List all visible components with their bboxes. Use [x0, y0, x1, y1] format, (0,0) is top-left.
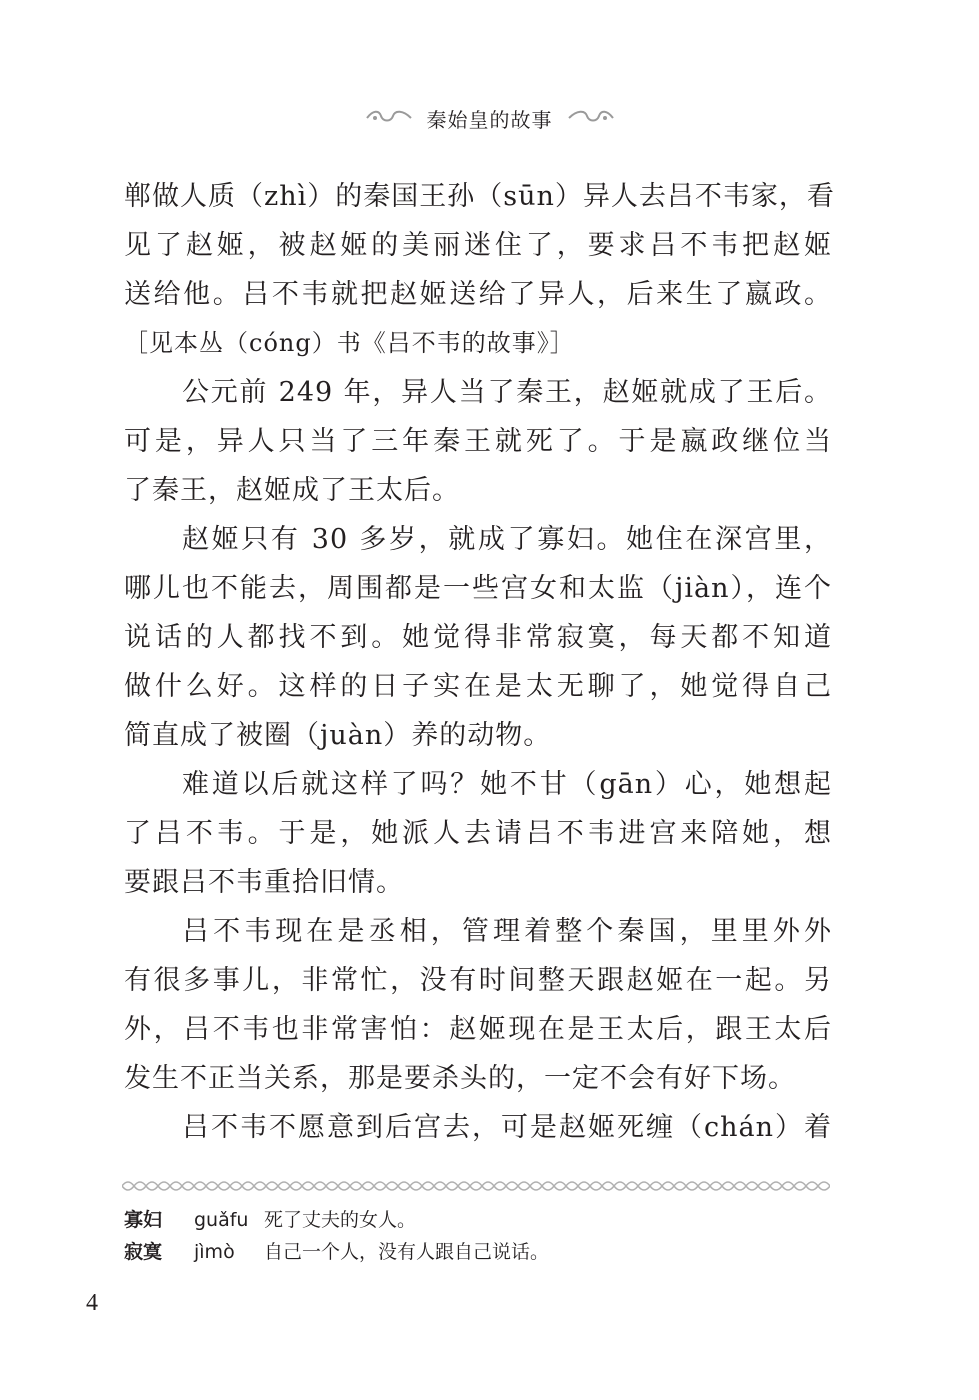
text-line: 郸做人质（zhì）的秦国王孙（sūn）异人去吕不韦家，看 [124, 181, 835, 212]
text-line: 送给他。吕不韦就把赵姬送给了异人，后来生了嬴政。 [124, 279, 832, 310]
text-line: 做什么好。这样的日子实在是太无聊了，她觉得自己 [124, 671, 832, 702]
text-line: 说话的人都找不到。她觉得非常寂寞，每天都不知道 [124, 622, 832, 653]
header-title: 秦始皇的故事 [426, 107, 553, 132]
right-swirl-ornament [567, 108, 615, 128]
text-line: 见了赵姬，被赵姬的美丽迷住了，要求吕不韦把赵姬 [124, 230, 832, 261]
text-line: 外，吕不韦也非常害怕：赵姬现在是王太后，跟王太后 [124, 1014, 832, 1045]
text-line: 哪儿也不能去，周围都是一些宫女和太监（jiàn），连个 [124, 573, 832, 604]
page-number: 4 [86, 1290, 98, 1316]
footnote-term: 寂寞 [124, 1241, 163, 1263]
paragraph-start: 吕不韦现在是丞相，管理着整个秦国，里里外外 [182, 916, 832, 947]
left-swirl-ornament [365, 108, 413, 128]
text-line: 可是，异人只当了三年秦王就死了。于是嬴政继位当 [124, 426, 832, 457]
footnote [124, 1204, 832, 1236]
text-line: ［见本丛（cóng）书《吕不韦的故事》］ [124, 329, 575, 357]
footnote-term: 寡妇 [124, 1209, 163, 1231]
footnote-definition: 死了丈夫的女人。 [264, 1209, 417, 1231]
running-header [0, 100, 979, 136]
footnote [124, 1236, 832, 1268]
paragraph-start: 公元前 249 年，异人当了秦王，赵姬就成了王后。 [182, 377, 832, 408]
footnote-pinyin: guǎfu [194, 1209, 249, 1231]
text-line: 发生不正当关系，那是要杀头的，一定不会有好下场。 [124, 1063, 796, 1094]
text-line: 有很多事儿，非常忙，没有时间整天跟赵姬在一起。另 [124, 965, 832, 996]
text-line: 简直成了被圈（juàn）养的动物。 [124, 720, 552, 751]
text-line: 要跟吕不韦重拾旧情。 [124, 867, 404, 898]
paragraph-start: 赵姬只有 30 多岁，就成了寡妇。她住在深宫里， [182, 524, 832, 555]
footnote-divider-ornament [122, 1178, 830, 1194]
paragraph-start: 吕不韦不愿意到后宫去，可是赵姬死缠（chán）着 [182, 1112, 832, 1143]
story-text [124, 172, 835, 1152]
footnote-definition: 自己一个人，没有人跟自己说话。 [264, 1241, 550, 1263]
text-line: 了秦王，赵姬成了王太后。 [124, 475, 460, 506]
text-line: 了吕不韦。于是，她派人去请吕不韦进宫来陪她，想 [124, 818, 832, 849]
footnote-pinyin: jìmò [194, 1241, 235, 1263]
footnotes [124, 1204, 832, 1268]
paragraph-start: 难道以后就这样了吗？她不甘（gān）心，她想起 [182, 769, 832, 800]
